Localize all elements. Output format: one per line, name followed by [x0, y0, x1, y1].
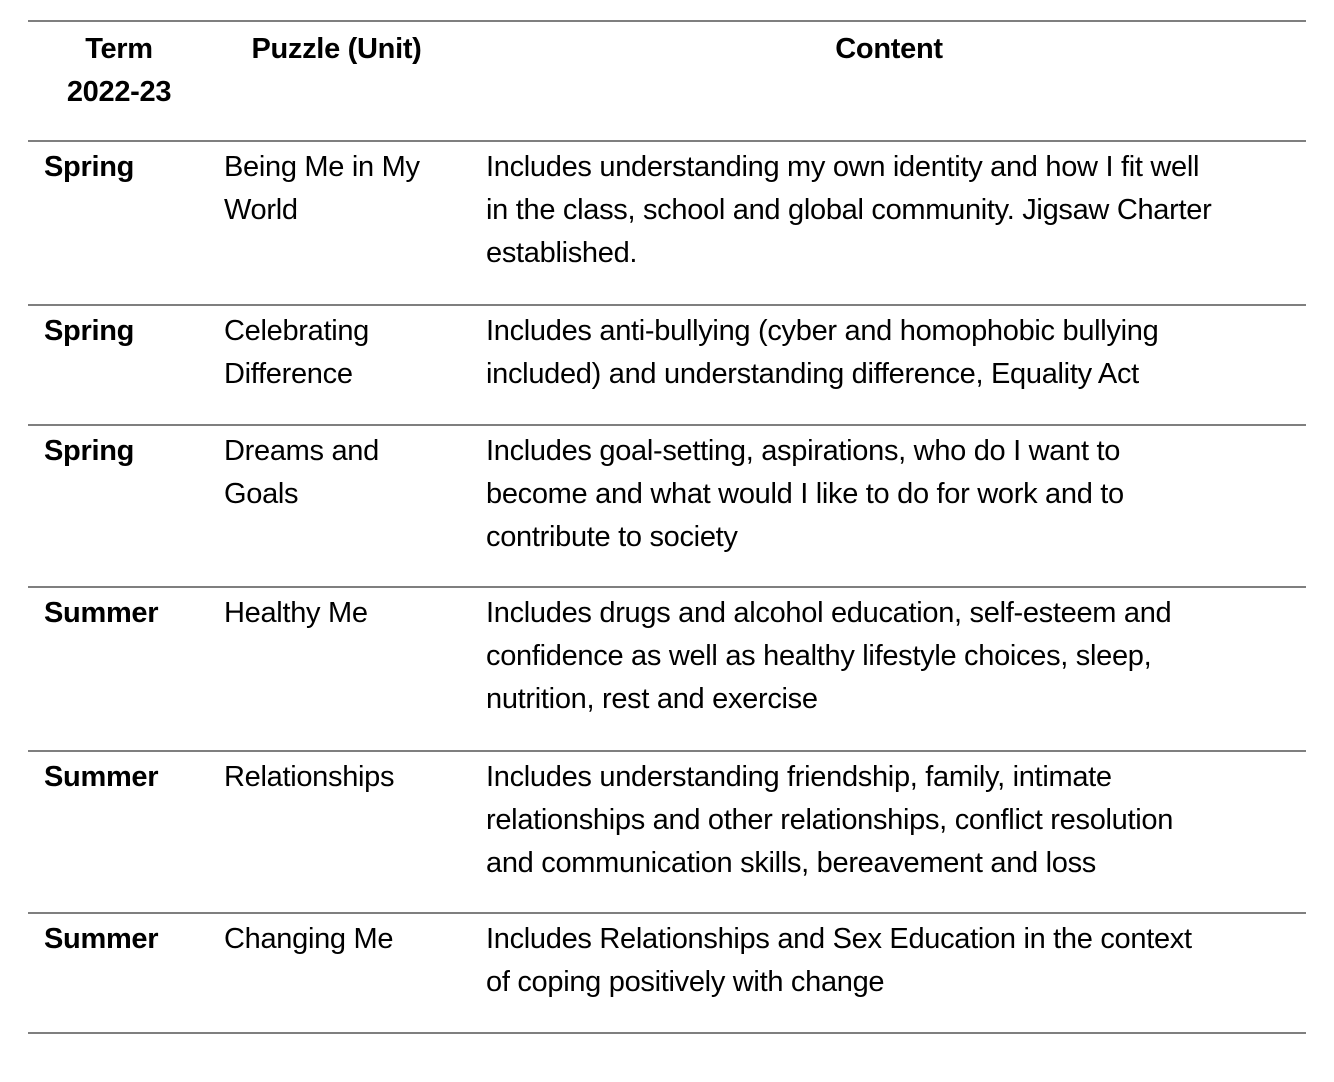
row-unit-line: Relationships — [224, 761, 395, 793]
row-term: Summer — [44, 597, 159, 629]
row-content-line: relationships and other relationships, conflict resolution — [486, 804, 1174, 836]
row-content-line: Includes drugs and alcohol education, self-esteem and — [486, 597, 1172, 629]
row-unit-line: Healthy Me — [224, 597, 368, 629]
row-content-line: Includes understanding my own identity and how I fit well — [486, 151, 1200, 183]
row-unit-line: Being Me in My — [224, 151, 420, 183]
row-content-line: become and what would I like to do for work and to — [486, 478, 1124, 510]
row-term: Summer — [44, 761, 159, 793]
row-content-line: Includes understanding friendship, family, intimate — [486, 761, 1112, 793]
row-content-line: Includes anti-bullying (cyber and homophobic bullying — [486, 315, 1159, 347]
row-unit-line: Dreams and — [224, 435, 379, 467]
row-term: Summer — [44, 923, 159, 955]
row-content-line: Includes Relationships and Sex Education in the context — [486, 923, 1192, 955]
row-content-line: contribute to society — [486, 521, 738, 553]
row-content-line: in the class, school and global community. Jigsaw Charter — [486, 194, 1212, 226]
row-unit-line: Goals — [224, 478, 299, 510]
table-row — [28, 142, 1306, 306]
header-term-line: 2022-23 — [66, 76, 172, 108]
row-unit-line: Difference — [224, 358, 353, 390]
row-content-line: established. — [486, 237, 638, 269]
row-content-line: of coping positively with change — [486, 966, 885, 998]
row-unit-line: Celebrating — [224, 315, 370, 347]
row-unit — [224, 310, 479, 396]
curriculum-table — [28, 20, 1306, 1034]
table-header-row — [28, 22, 1306, 142]
table-row — [28, 306, 1306, 426]
row-unit — [224, 918, 479, 961]
row-unit — [224, 146, 479, 232]
row-unit — [224, 430, 479, 516]
table-row — [28, 426, 1306, 588]
row-unit — [224, 592, 479, 635]
table-row — [28, 914, 1306, 1034]
row-content-line: and communication skills, bereavement and loss — [486, 847, 1097, 879]
row-content — [486, 310, 1306, 396]
row-term: Spring — [44, 315, 135, 347]
row-unit-line: World — [224, 194, 298, 226]
row-term: Spring — [44, 435, 135, 467]
header-content: Content — [835, 33, 943, 65]
row-content-line: confidence as well as healthy lifestyle choices, sleep, — [486, 640, 1152, 672]
row-content-line: Includes goal-setting, aspirations, who do I want to — [486, 435, 1121, 467]
header-term-line: Term — [85, 33, 153, 65]
header-unit: Puzzle (Unit) — [251, 33, 422, 65]
row-content — [486, 918, 1306, 1004]
header-term — [28, 28, 210, 114]
row-content-line: nutrition, rest and exercise — [486, 683, 818, 715]
row-content — [486, 592, 1306, 721]
row-unit — [224, 756, 479, 799]
table-row — [28, 752, 1306, 914]
row-content — [486, 146, 1306, 275]
row-content-line: included) and understanding difference, Equality Act — [486, 358, 1139, 390]
row-term: Spring — [44, 151, 135, 183]
table-row — [28, 588, 1306, 752]
row-unit-line: Changing Me — [224, 923, 394, 955]
row-content — [486, 430, 1306, 559]
row-content — [486, 756, 1306, 885]
